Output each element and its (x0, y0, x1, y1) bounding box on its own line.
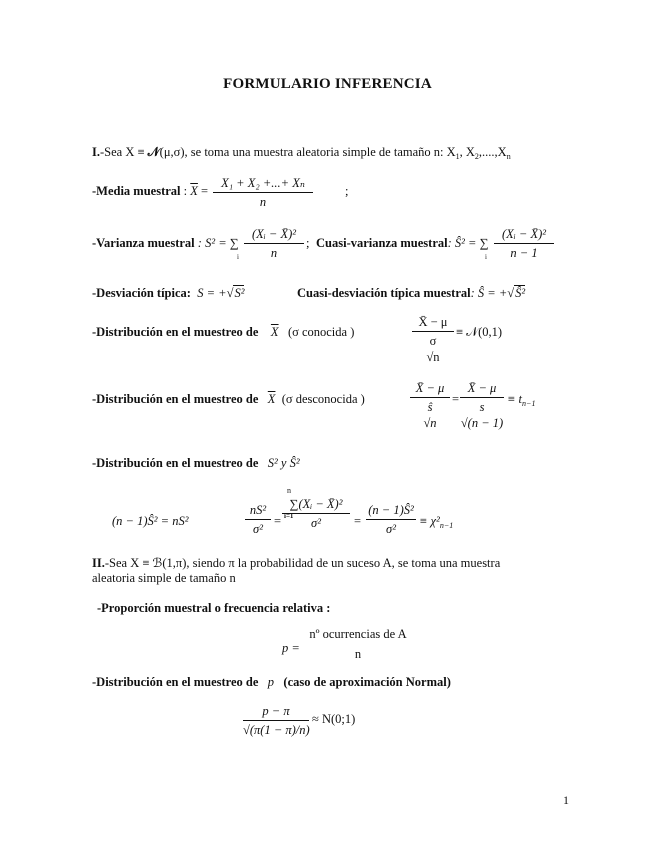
cuasi-desviacion-radicand: Ŝ² (515, 286, 526, 300)
section-1-pre: -Sea X ≡ (100, 145, 148, 159)
dist-var-row (92, 456, 300, 471)
dist-unknown-eq: = (452, 392, 460, 406)
dist-var-vars: S² y Ŝ² (267, 456, 300, 470)
section-1-intro (92, 145, 511, 161)
varianza-lhs: : S² = ∑ (197, 236, 239, 250)
cuasi-varianza-lhs: : Ŝ² = ∑ (447, 236, 489, 250)
dist-known-label: -Distribución en el muestreo de (92, 325, 259, 339)
sub-n: n (506, 152, 511, 161)
dist-known-var: $\overline{X}$ (270, 325, 279, 339)
varianza-label: -Varianza muestral (92, 236, 195, 250)
cuasi-desviacion-formula: : Ŝ = +√ (470, 286, 515, 300)
varianza-denominator: n (270, 246, 278, 260)
dist-var-identity: (n − 1)Ŝ² = nS² (112, 514, 189, 528)
proporcion-label: -Proporción muestral o frecuencia relativa : (97, 601, 331, 615)
section-2-text: -Sea X ≡ ℬ(1,π), siendo π la probabilidad de un suceso A, se toma una muestra (104, 556, 501, 570)
cuasi-varianza-label: Cuasi-varianza muestral (316, 236, 448, 250)
dist-var-fraction-3 (366, 502, 416, 537)
dist-var-top-index: n (287, 486, 291, 495)
dist-unknown-den1: √n (423, 416, 437, 430)
dist-unknown-var: $\overline{X}$ (267, 392, 276, 406)
dist-unknown-result-sub: n−1 (522, 399, 536, 408)
varianza-sep: ; (306, 236, 310, 250)
dist-var-f1-den: σ² (253, 522, 263, 536)
media-fraction (213, 175, 313, 210)
dist-var-f3-den: σ² (386, 522, 396, 536)
sub-2: 2 (474, 152, 479, 161)
dist-var-result-sub: n−1 (439, 521, 454, 530)
desviacion-radicand: S² (234, 286, 245, 300)
dist-var-f2-num: ∑(Xᵢ − X̄)² (289, 497, 343, 511)
dist-unknown-cond: (σ desconocida ) (281, 392, 365, 406)
media-colon: : (180, 184, 191, 198)
cuasi-desviacion-row (297, 286, 525, 301)
media-label: -Media muestral (92, 184, 181, 198)
dist-var-f3-num: (n − 1)Ŝ² (368, 503, 414, 517)
dist-var-result-text: ≡ χ² (419, 514, 440, 528)
dist-p-row (92, 675, 451, 690)
dist-p-cond: (caso de aproximación Normal) (283, 675, 451, 689)
cuasi-varianza-row (316, 236, 488, 251)
dist-p-num: p − π (262, 704, 290, 718)
dist-var-fraction-1 (245, 502, 271, 537)
dist-known-mid: σ (429, 334, 437, 348)
varianza-row (92, 236, 239, 251)
section-1-params: (μ,σ), se toma una muestra aleatoria simple de tamaño n: X (159, 145, 456, 159)
dist-unknown-den2: √(n − 1) (460, 416, 504, 430)
dist-unknown-num2: X̄ − μ (467, 381, 497, 395)
dist-p-label: -Distribución en el muestreo de (92, 675, 259, 689)
dist-unknown-result (507, 392, 535, 408)
proporcion-denominator: n (354, 647, 362, 661)
desviacion-row (92, 286, 244, 301)
dist-var-label: -Distribución en el muestreo de (92, 456, 259, 470)
dist-p-den: √(π(1 − π)/n) (243, 723, 310, 737)
dist-var-eq1: = (274, 514, 282, 528)
cuasi-desviacion-label: Cuasi-desviación típica muestral (297, 286, 471, 300)
media-row: -Media muestral : $\overline{X}$ = (92, 184, 209, 198)
dist-unknown-row (92, 392, 365, 407)
dist-var-f1-num: nS² (249, 503, 267, 517)
dist-unknown-mid1: ŝ (427, 400, 433, 414)
page-number: 1 (563, 793, 569, 807)
dist-known-num: X̄ − μ (418, 315, 448, 329)
dist-p-result: ≈ N(0;1) (312, 712, 356, 726)
proporcion-numerator: nº ocurrencias de A (309, 627, 407, 641)
dist-var-bottom-index: i=1 (284, 512, 294, 520)
page-title: FORMULARIO INFERENCIA (223, 76, 432, 92)
dist-unknown-num1: X̄ − μ (415, 381, 445, 395)
section-1-label: I. (92, 145, 100, 159)
dist-var-result (419, 514, 453, 530)
cuasi-varianza-denominator: n − 1 (510, 246, 538, 260)
dist-unknown-fraction-1 (410, 380, 450, 431)
dist-var-eq2: = (354, 514, 362, 528)
desviacion-label: -Desviación típica: (92, 286, 191, 300)
section-2-text2: aleatoria simple de tamaño n (92, 571, 236, 585)
dist-known-row (92, 325, 354, 340)
section-2-label: II. (92, 556, 105, 570)
dist-p-var: p (267, 675, 275, 689)
seq-sep: , X (459, 145, 475, 159)
desviacion-formula: S = +√ (197, 286, 234, 300)
dist-known-fraction (412, 314, 454, 365)
proporcion-fraction (302, 626, 414, 662)
dist-var-f2-den: σ² (311, 516, 321, 530)
dist-known-den: √n (426, 350, 440, 364)
dist-unknown-fraction-2 (460, 380, 504, 431)
seq-ellipsis: ,....,X (478, 145, 507, 159)
varianza-numerator: (Xᵢ − X̄)² (251, 227, 296, 241)
dist-unknown-label: -Distribución en el muestreo de (92, 392, 259, 406)
dist-known-cond: (σ conocida ) (287, 325, 355, 339)
sub-1: 1 (455, 152, 460, 161)
dist-known-result: ≡ 𝒩(0,1) (456, 325, 503, 339)
media-denominator: n (259, 195, 267, 209)
media-lhs: $\overline{X}$ (190, 184, 198, 198)
section-2-intro (92, 555, 500, 571)
media-numerator: X₁ + X₂ +...+ Xₙ (221, 176, 305, 190)
varianza-index: i (237, 253, 239, 261)
cuasi-varianza-fraction (494, 226, 554, 261)
dist-p-fraction (243, 703, 309, 738)
varianza-fraction (244, 226, 304, 261)
dist-unknown-mid2: s (479, 400, 485, 414)
cuasi-varianza-index: i (485, 253, 487, 261)
normal-symbol: 𝒩 (147, 145, 160, 159)
media-tail: ; (345, 184, 349, 198)
dist-unknown-result-text: ≡ t (507, 392, 523, 406)
cuasi-varianza-numerator: (Xᵢ − X̄)² (501, 227, 546, 241)
proporcion-lhs: p = (282, 641, 300, 655)
